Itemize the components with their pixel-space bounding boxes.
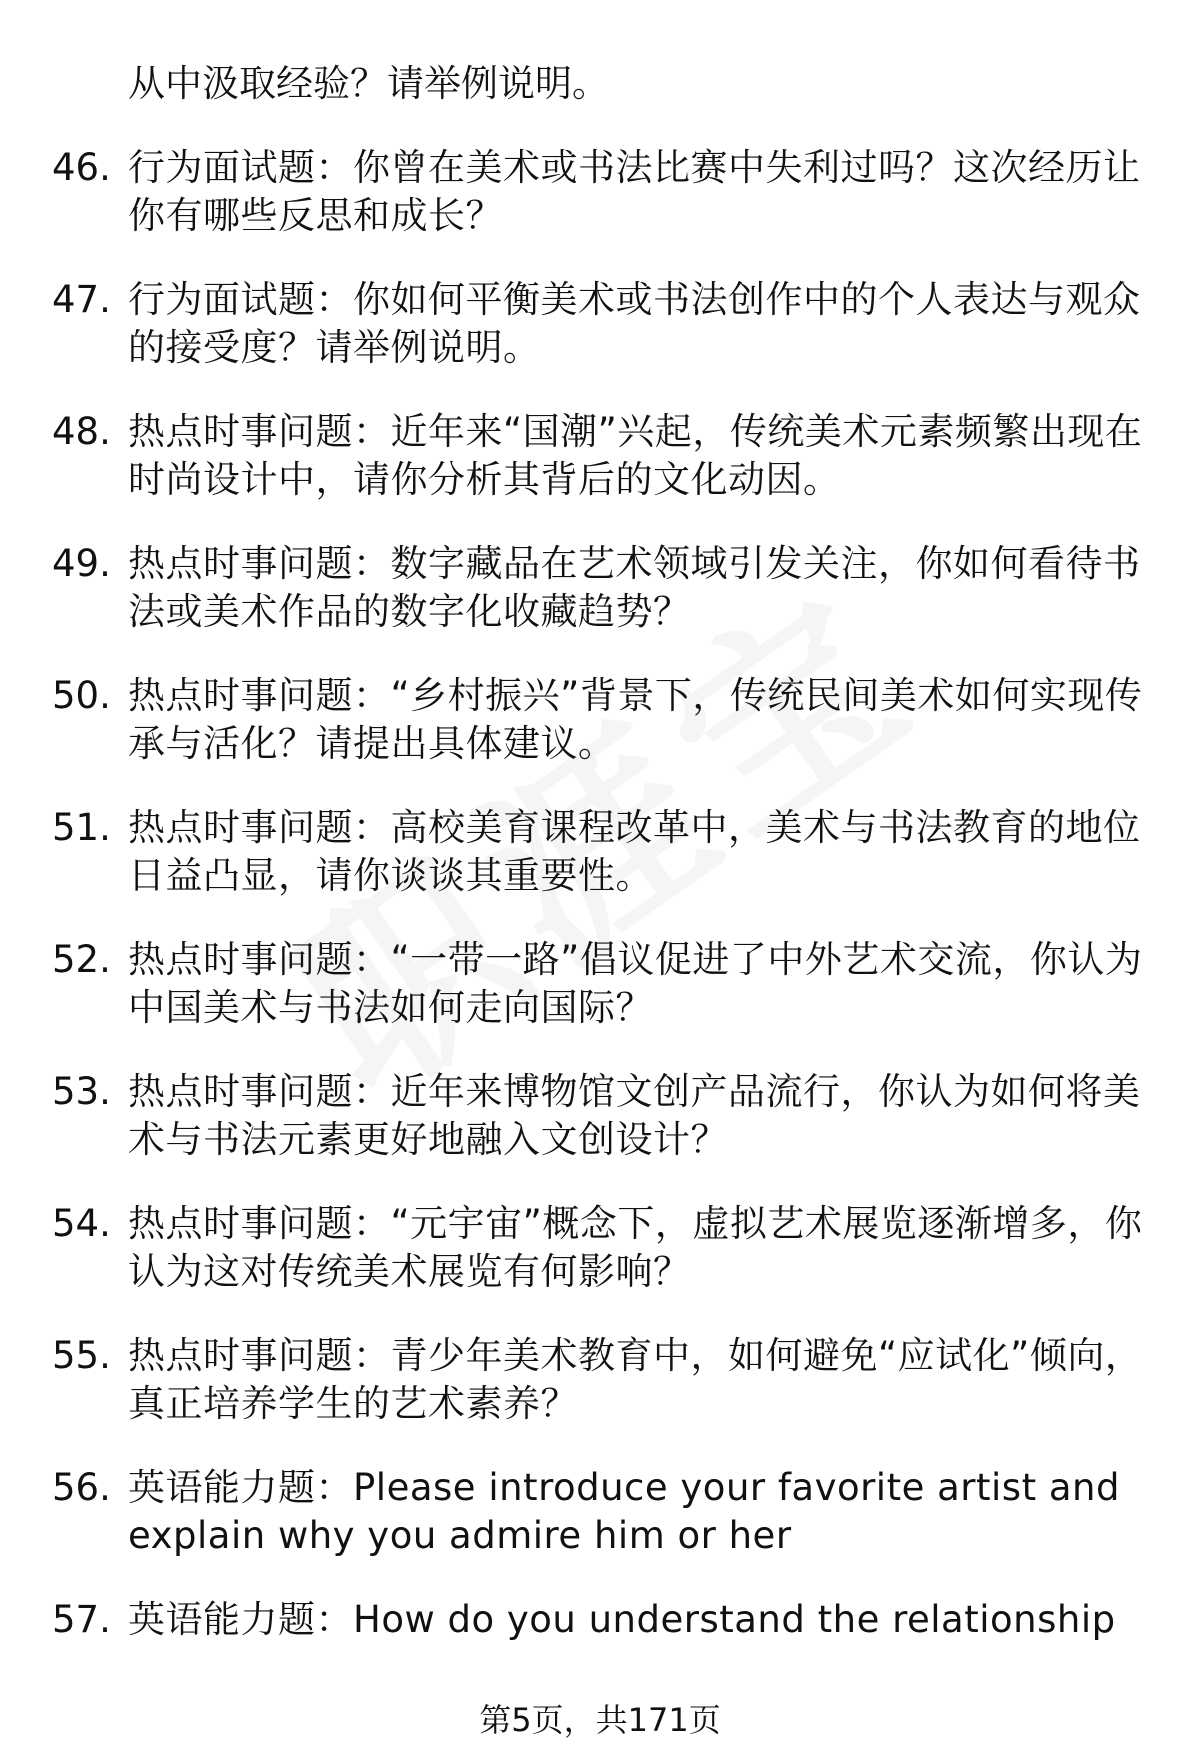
question-number: 48. bbox=[52, 410, 111, 453]
question-item bbox=[52, 1200, 1152, 1296]
question-item bbox=[52, 1332, 1152, 1428]
question-item bbox=[52, 408, 1152, 504]
question-item bbox=[52, 672, 1152, 768]
question-text: 热点时事问题：高校美育课程改革中，美术与书法教育的地位日益凸显，请你谈谈其重要性。 bbox=[128, 806, 1141, 897]
question-number: 54. bbox=[52, 1202, 111, 1245]
question-item bbox=[52, 804, 1152, 900]
question-text: 行为面试题：你曾在美术或书法比赛中失利过吗？这次经历让你有哪些反思和成长？ bbox=[128, 146, 1141, 237]
question-number: 51. bbox=[52, 806, 111, 849]
question-number: 55. bbox=[52, 1334, 111, 1377]
question-text: 热点时事问题：青少年美术教育中，如何避免“应试化”倾向，真正培养学生的艺术素养？ bbox=[128, 1334, 1143, 1425]
question-text: 热点时事问题：近年来“国潮”兴起，传统美术元素频繁出现在时尚设计中，请你分析其背后的文化动因。 bbox=[128, 410, 1143, 501]
question-text: 热点时事问题：“元宇宙”概念下，虚拟艺术展览逐渐增多，你认为这对传统美术展览有何影响？ bbox=[128, 1202, 1143, 1293]
question-item bbox=[52, 540, 1152, 636]
question-text: 热点时事问题：数字藏品在艺术领域引发关注，你如何看待书法或美术作品的数字化收藏趋势？ bbox=[128, 542, 1141, 633]
continued-question-text: 从中汲取经验？请举例说明。 bbox=[128, 62, 609, 105]
question-text: 热点时事问题：近年来博物馆文创产品流行，你认为如何将美术与书法元素更好地融入文创设计？ bbox=[128, 1070, 1141, 1161]
question-item bbox=[52, 276, 1152, 372]
question-text: 行为面试题：你如何平衡美术或书法创作中的个人表达与观众的接受度？请举例说明。 bbox=[128, 278, 1141, 369]
question-number: 50. bbox=[52, 674, 111, 717]
question-number: 56. bbox=[52, 1466, 111, 1509]
question-list bbox=[52, 60, 1152, 1680]
question-item bbox=[52, 1464, 1152, 1560]
question-number: 46. bbox=[52, 146, 111, 189]
question-text: 热点时事问题：“乡村振兴”背景下，传统民间美术如何实现传承与活化？请提出具体建议。 bbox=[128, 674, 1143, 765]
question-text: 英语能力题：Please introduce your favorite artist and explain why you admire him or her bbox=[128, 1466, 1120, 1557]
question-text: 热点时事问题：“一带一路”倡议促进了中外艺术交流，你认为中国美术与书法如何走向国际？ bbox=[128, 938, 1143, 1029]
question-number: 47. bbox=[52, 278, 111, 321]
page-footer: 第5页，共171页 bbox=[479, 1701, 721, 1739]
question-number: 53. bbox=[52, 1070, 111, 1113]
question-number: 57. bbox=[52, 1598, 111, 1641]
question-number: 49. bbox=[52, 542, 111, 585]
question-item bbox=[52, 936, 1152, 1032]
question-item bbox=[52, 1596, 1152, 1644]
question-text: 英语能力题：How do you understand the relationship bbox=[128, 1598, 1116, 1641]
question-item bbox=[52, 1068, 1152, 1164]
question-number: 52. bbox=[52, 938, 111, 981]
question-item bbox=[52, 144, 1152, 240]
